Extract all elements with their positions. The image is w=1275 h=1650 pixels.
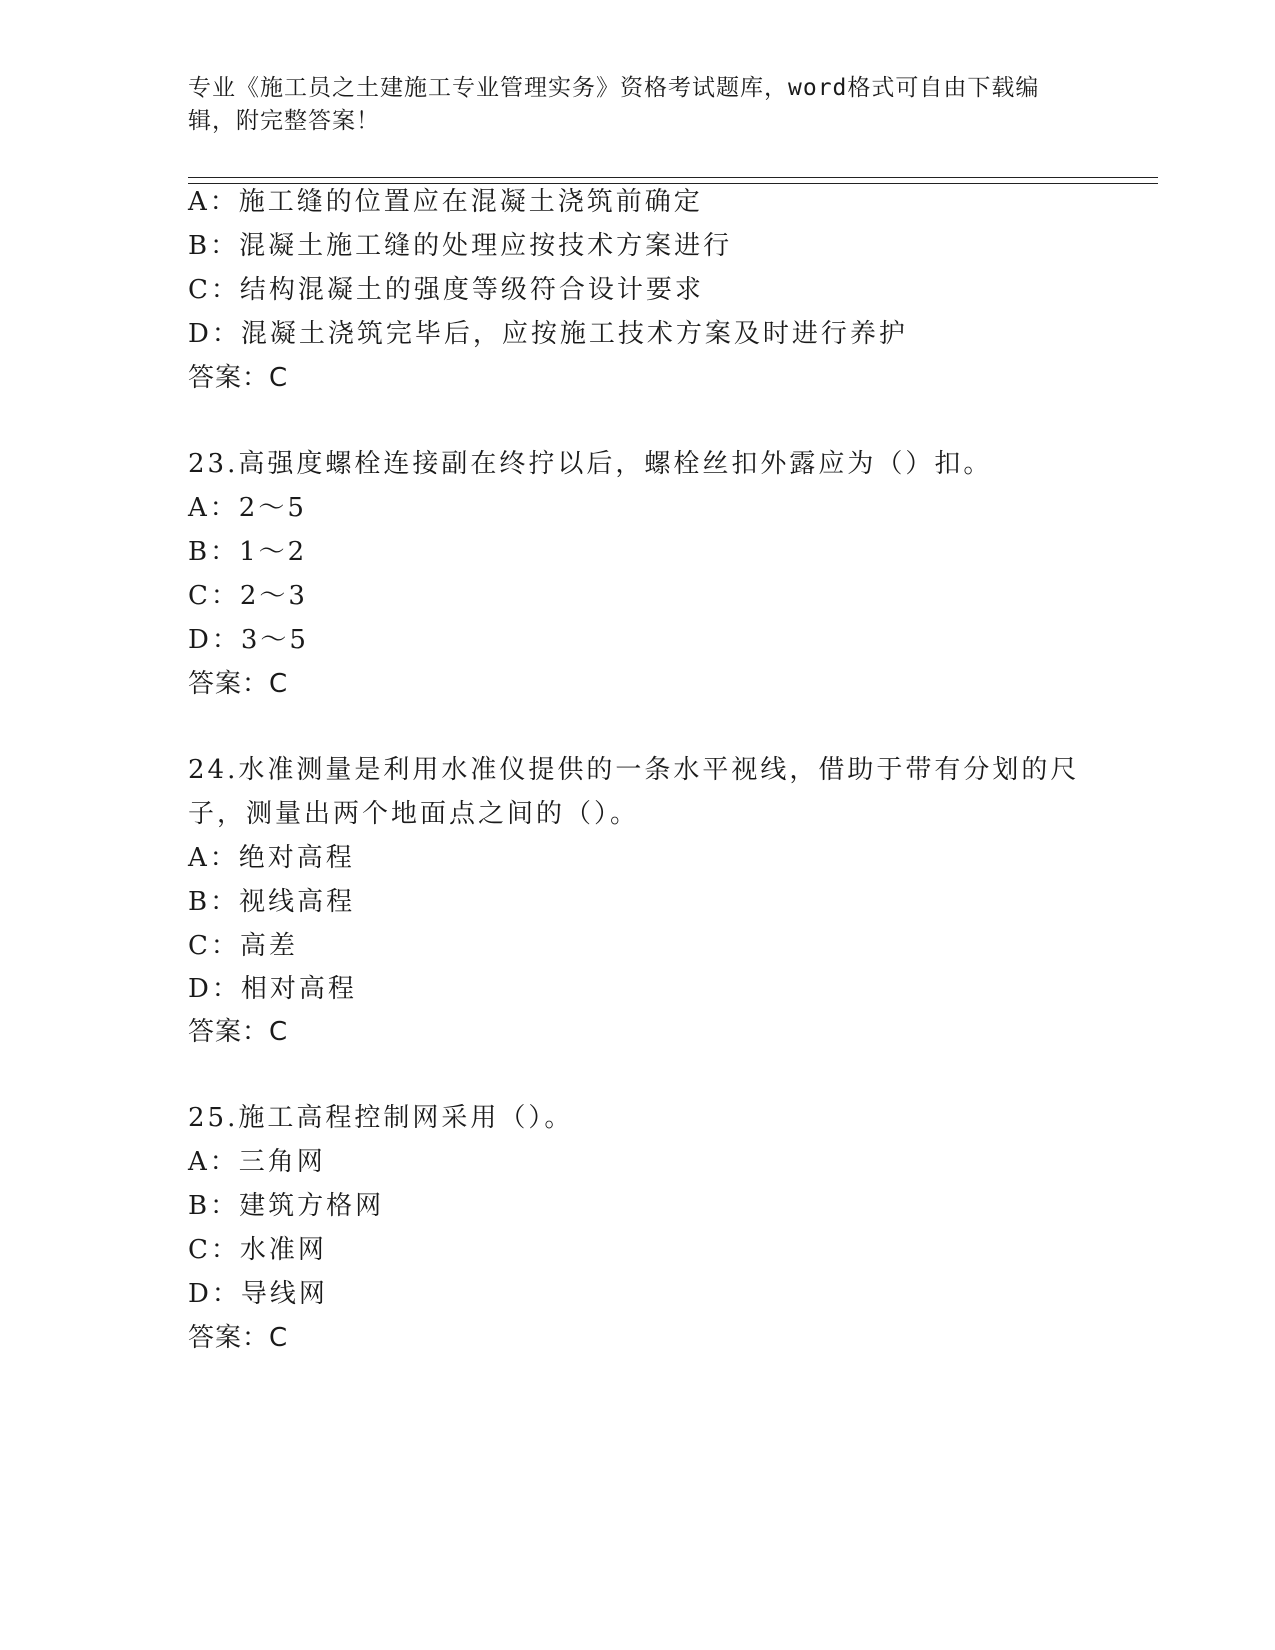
q24-option-c: C：高差	[188, 931, 298, 961]
header-divider-bottom	[188, 183, 1158, 184]
q25-option-a: A：三角网	[188, 1147, 326, 1177]
q25-option-d: D：导线网	[188, 1279, 328, 1309]
q24-question-line-1: 24.水准测量是利用水准仪提供的一条水平视线，借助于带有分划的尺	[188, 755, 1080, 785]
q24-option-b: B：视线高程	[188, 887, 356, 917]
q25-answer: 答案：C	[188, 1323, 289, 1353]
q23-option-c: C：2～3	[188, 581, 308, 611]
q23-question: 23.高强度螺栓连接副在终拧以后，螺栓丝扣外露应为（）扣。	[188, 449, 993, 479]
q23-option-a: A：2～5	[188, 493, 307, 523]
q22-answer: 答案：C	[188, 363, 289, 393]
q25-option-c: C：水准网	[188, 1235, 327, 1265]
q25-question: 25.施工高程控制网采用（）。	[188, 1103, 574, 1133]
q22-option-b: B：混凝土施工缝的处理应按技术方案进行	[188, 231, 733, 261]
header-divider-top	[188, 177, 1158, 178]
document-intro: 专业《施工员之土建施工专业管理实务》资格考试题库，word格式可自由下载编辑，附完整答案！	[188, 75, 1040, 134]
q23-option-d: D：3～5	[188, 625, 309, 655]
q24-question-line-2: 子，测量出两个地面点之间的（）。	[188, 799, 640, 829]
q22-option-c: C：结构混凝土的强度等级符合设计要求	[188, 275, 704, 305]
q23-answer: 答案：C	[188, 669, 289, 699]
q23-option-b: B：1～2	[188, 537, 308, 567]
q22-option-a: A：施工缝的位置应在混凝土浇筑前确定	[188, 187, 703, 217]
q24-answer: 答案：C	[188, 1017, 289, 1047]
q25-option-b: B：建筑方格网	[188, 1191, 385, 1221]
q24-option-d: D：相对高程	[188, 974, 357, 1004]
q24-option-a: A：绝对高程	[188, 843, 355, 873]
q22-option-d: D：混凝土浇筑完毕后，应按施工技术方案及时进行养护	[188, 319, 908, 349]
